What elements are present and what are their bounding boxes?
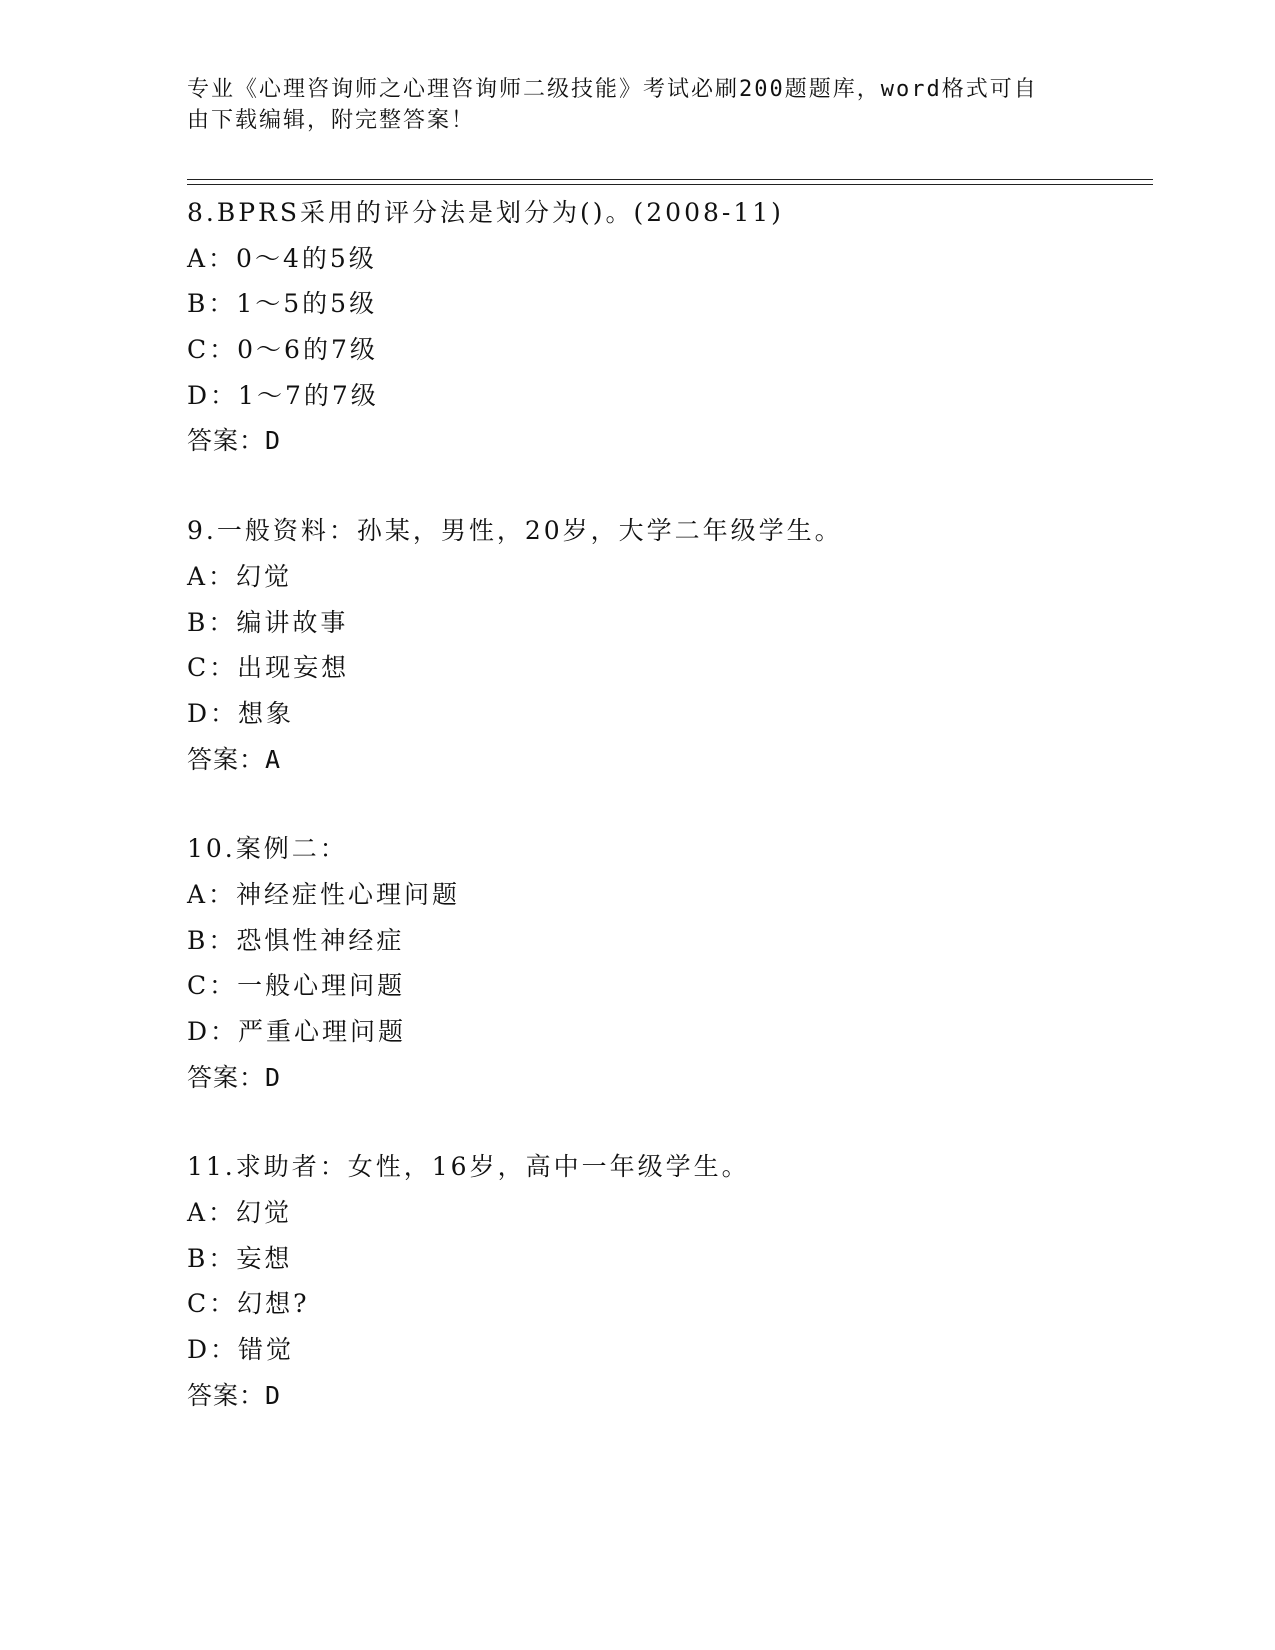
- question-9: [187, 508, 1147, 782]
- answer-label: 答案：D: [187, 1380, 282, 1410]
- header-divider-bottom: [187, 184, 1153, 185]
- option-a: A：幻觉: [187, 561, 293, 591]
- option-a: A：0～4的5级: [187, 243, 377, 273]
- answer-label: 答案：A: [187, 744, 282, 774]
- option-c: C：出现妄想: [187, 653, 350, 683]
- header-divider-top: [187, 179, 1153, 180]
- option-b: B：妄想: [187, 1243, 293, 1273]
- option-c: C：幻想?: [187, 1289, 310, 1319]
- option-b: B：编讲故事: [187, 607, 349, 637]
- option-c: C：0～6的7级: [187, 335, 378, 365]
- option-a: A：神经症性心理问题: [187, 879, 461, 909]
- header-line-1: 专业《心理咨询师之心理咨询师二级技能》考试必刷200题题库，word格式可自: [187, 77, 1038, 102]
- question-stem: 10.案例二：: [187, 834, 348, 864]
- header-line-2: 由下载编辑，附完整答案！: [187, 108, 476, 133]
- option-d: D：想象: [187, 698, 295, 728]
- option-b: B：1～5的5级: [187, 289, 378, 319]
- question-stem: 9.一般资料：孙某，男性，20岁，大学二年级学生。: [187, 516, 843, 546]
- question-10: [187, 826, 1147, 1100]
- answer-label: 答案：D: [187, 1062, 282, 1092]
- option-d: D：1～7的7级: [187, 380, 379, 410]
- option-d: D：严重心理问题: [187, 1017, 407, 1046]
- option-a: A：幻觉: [187, 1198, 293, 1228]
- question-stem: 8.BPRS采用的评分法是划分为()。(2008-11): [187, 198, 784, 227]
- question-stem: 11.求助者：女性，16岁，高中一年级学生。: [187, 1152, 750, 1182]
- answer-label: 答案：D: [187, 426, 282, 456]
- option-d: D：错觉: [187, 1335, 295, 1365]
- option-b: B：恐惧性神经症: [187, 925, 405, 955]
- option-c: C：一般心理问题: [187, 971, 406, 1001]
- question-8: [187, 190, 1147, 464]
- document-header: [187, 74, 1067, 136]
- question-11: [187, 1144, 1147, 1418]
- question-list: [187, 190, 1147, 1463]
